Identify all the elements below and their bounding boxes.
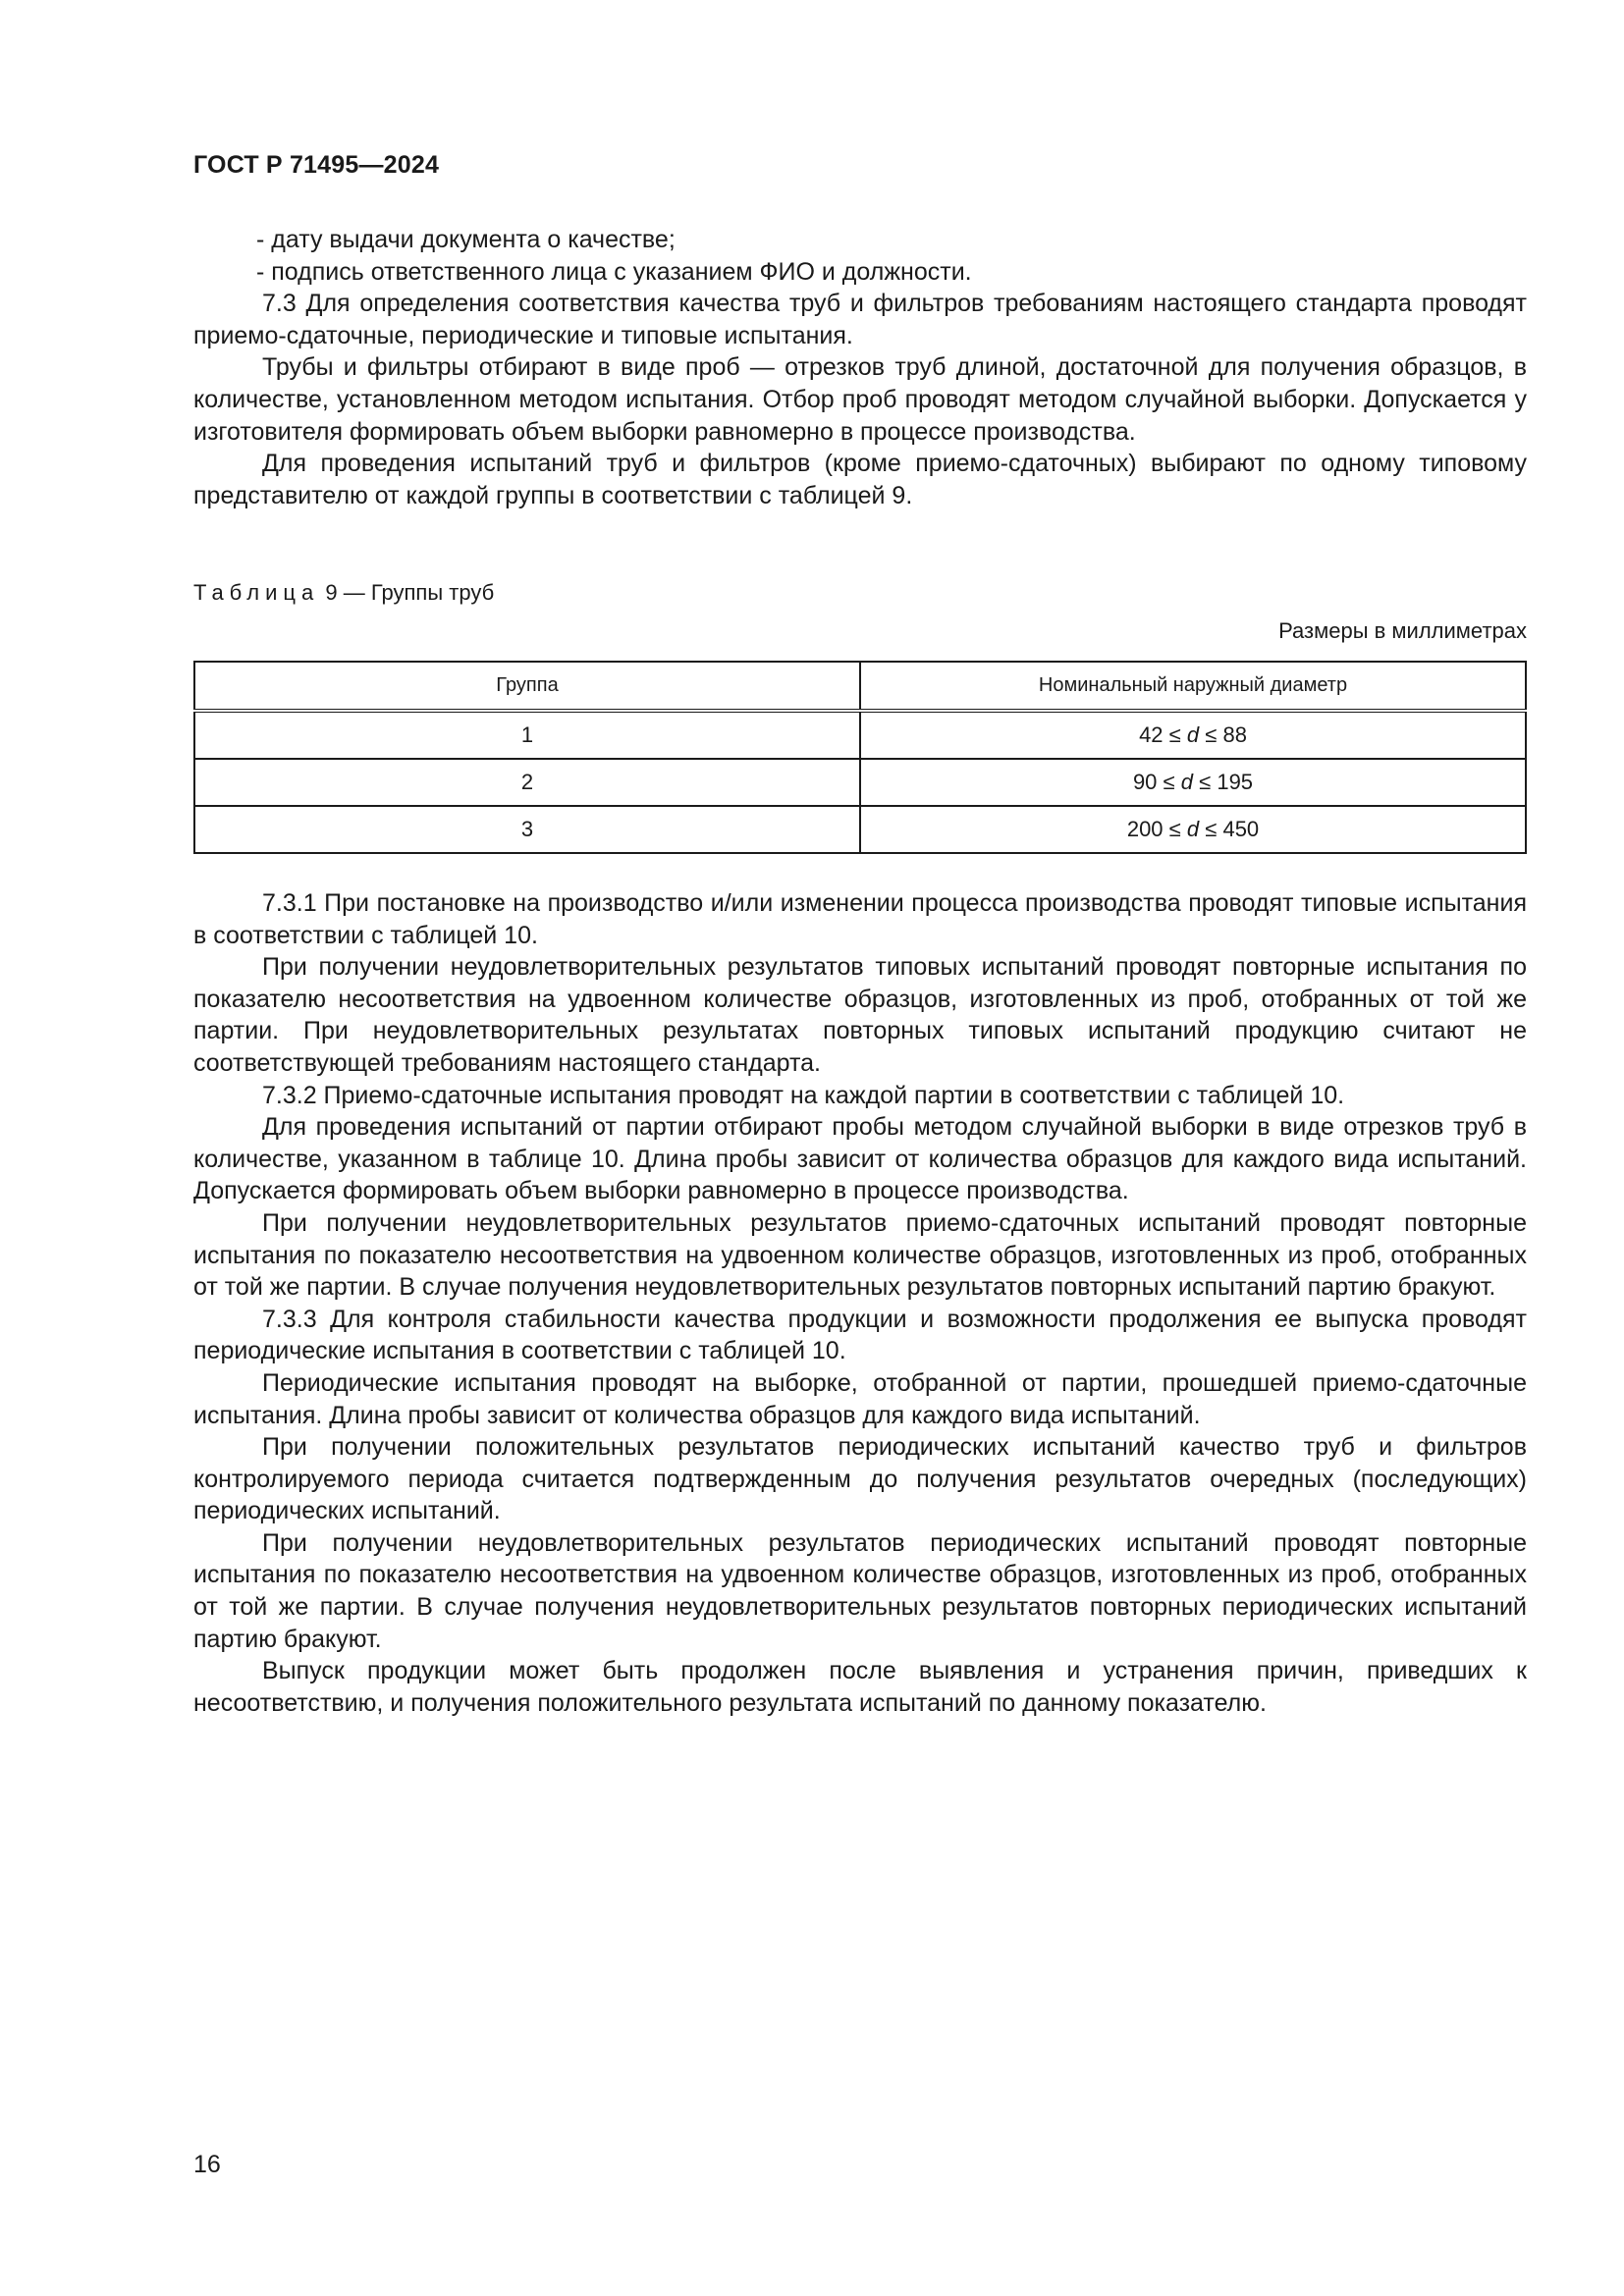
- paragraph: Для проведения испытаний труб и фильтров (кроме приемо-сдаточных) выбирают по одному типовому представителю от каждой группы в соответствии с таблицей 9.: [193, 450, 1527, 509]
- table-caption-word: Таблица: [193, 580, 320, 605]
- intro-section: [193, 224, 1527, 511]
- paragraph: 7.3 Для определения соответствия качества труб и фильтров требованиям настоящего стандарта проводят приемо-сдаточные, периодические и типовые испытания.: [193, 290, 1527, 349]
- list-item: - дату выдачи документа о качестве;: [256, 226, 676, 253]
- table-caption-title: 9 — Группы труб: [325, 580, 495, 605]
- paragraph: Трубы и фильтры отбирают в виде проб — отрезков труб длиной, достаточной для получения образцов, в количестве, установленном методом испытания. Отбор проб проводят методом случайной выборки. Допускается у изготовителя формировать объем выборки равномерно в процессе производства.: [193, 353, 1527, 446]
- diameter-range-cell: 200 ≤ d ≤ 450: [860, 806, 1526, 853]
- paragraph: 7.3.1 При постановке на производство и/или изменении процесса производства проводят типовые испытания в соответствии с таблицей 10.: [193, 889, 1527, 949]
- paragraph: 7.3.2 Приемо-сдаточные испытания проводят на каждой партии в соответствии с таблицей 10.: [262, 1081, 1345, 1109]
- table-row: [194, 759, 1526, 806]
- paragraph: 7.3.3 Для контроля стабильности качества продукции и возможности продолжения ее выпуска проводят периодические испытания в соответствии с таблицей 10.: [193, 1305, 1527, 1365]
- column-header-group: Группа: [194, 662, 860, 711]
- table-caption: [193, 580, 494, 606]
- document-designation: ГОСТ Р 71495—2024: [193, 151, 440, 179]
- page-number: 16: [193, 2151, 221, 2178]
- paragraph: При получении положительных результатов периодических испытаний качество труб и фильтров контролируемого периода считается подтвержденным до получения результатов очередных (последующих) периодических испытаний.: [193, 1433, 1527, 1525]
- paragraph: Для проведения испытаний от партии отбирают пробы методом случайной выборки в виде отрезков труб в количестве, указанном в таблице 10. Длина пробы зависит от количества образцов для каждого вида испытаний. Допускается формировать объем выборки равномерно в процессе производства.: [193, 1113, 1527, 1205]
- paragraph: При получении неудовлетворительных результатов типовых испытаний проводят повторные испытания по показателю несоответствия на удвоенном количестве образцов, изготовленных из проб, отобранных от той же партии. При неудовлетворительных результатах повторных типовых испытаний продукцию считают не соответствующей требованиям настоящего стандарта.: [193, 953, 1527, 1077]
- paragraph: Периодические испытания проводят на выборке, отобранной от партии, прошедшей приемо-сдаточные испытания. Длина пробы зависит от количества образцов для каждого вида испытаний.: [193, 1368, 1527, 1429]
- group-cell: 3: [194, 806, 860, 853]
- table-row: [194, 806, 1526, 853]
- body-section: [193, 887, 1527, 1719]
- pipe-groups-table: [193, 661, 1527, 854]
- table-units-note: Размеры в миллиметрах: [1278, 618, 1527, 643]
- paragraph: При получении неудовлетворительных результатов периодических испытаний проводят повторные испытания по показателю несоответствия на удвоенном количестве образцов, изготовленных из проб, отобранных от той же партии. В случае получения неудовлетворительных результатов повторных периодических испытаний партию бракуют.: [193, 1528, 1527, 1653]
- group-cell: 2: [194, 759, 860, 806]
- diameter-range-cell: 90 ≤ d ≤ 195: [860, 759, 1526, 806]
- table-row: [194, 711, 1526, 759]
- group-cell: 1: [194, 711, 860, 759]
- paragraph: Выпуск продукции может быть продолжен после выявления и устранения причин, приведших к несоответствию, и получения положительного результата испытаний по данному показателю.: [193, 1657, 1527, 1717]
- column-header-diameter: Номинальный наружный диаметр: [860, 662, 1526, 711]
- list-item: - подпись ответственного лица с указанием ФИО и должности.: [256, 257, 972, 286]
- diameter-range-cell: 42 ≤ d ≤ 88: [860, 711, 1526, 759]
- table-header-row: [194, 662, 1526, 711]
- paragraph: При получении неудовлетворительных результатов приемо-сдаточных испытаний проводят повторные испытания по показателю несоответствия на удвоенном количестве образцов, изготовленных из проб, отобранных от той же партии. В случае получения неудовлетворительных результатов повторных испытаний партию бракуют.: [193, 1208, 1527, 1302]
